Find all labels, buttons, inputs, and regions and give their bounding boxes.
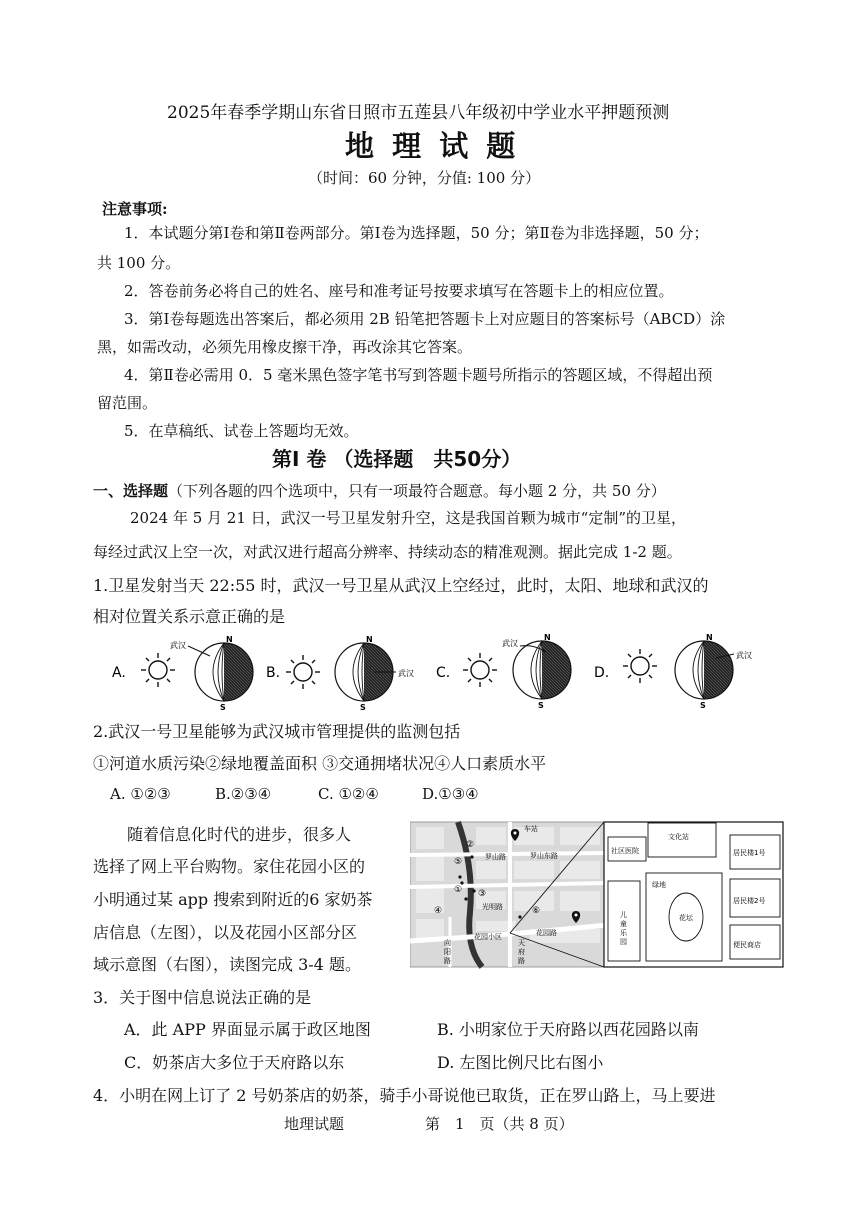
notice-heading: 注意事项: bbox=[102, 200, 168, 218]
svg-text:花园路: 花园路 bbox=[536, 929, 557, 937]
svg-text:文化站: 文化站 bbox=[668, 833, 689, 841]
question-1-line: 相对位置关系示意正确的是 bbox=[93, 607, 286, 626]
option-d-label: D. bbox=[594, 665, 610, 681]
passage-line: 随着信息化时代的进步，很多人 bbox=[127, 825, 352, 844]
footer-subject: 地理试题 bbox=[284, 1115, 345, 1133]
svg-text:儿: 儿 bbox=[620, 911, 627, 919]
question-2-option-b[interactable]: B.②③④ bbox=[215, 785, 272, 803]
shop-marker[interactable]: ③ bbox=[478, 889, 487, 899]
svg-text:阳: 阳 bbox=[444, 948, 451, 956]
svg-text:乐: 乐 bbox=[620, 929, 627, 937]
question-2-stem: 2.武汉一号卫星能够为武汉城市管理提供的监测包括 bbox=[93, 722, 461, 741]
option-c-diagram[interactable] bbox=[436, 633, 571, 710]
shop-marker[interactable]: ④ bbox=[434, 906, 443, 916]
option-a-label: A. bbox=[112, 665, 126, 681]
svg-text:童: 童 bbox=[620, 920, 627, 928]
shop-marker[interactable]: ② bbox=[466, 840, 475, 850]
svg-text:光明路: 光明路 bbox=[482, 903, 503, 911]
shop-marker[interactable]: ① bbox=[454, 885, 463, 895]
passage-line: 店信息（左图），以及花园小区部分区 bbox=[93, 923, 358, 942]
svg-text:花坛: 花坛 bbox=[679, 914, 693, 922]
svg-text:便民商店: 便民商店 bbox=[733, 941, 761, 949]
notice-line: 2．答卷前务必将自己的姓名、座号和准考证号按要求填写在答题卡上的相应位置。 bbox=[124, 282, 674, 300]
passage-line: 小明通过某 app 搜索到附近的6 家奶茶 bbox=[93, 890, 373, 909]
option-c-label: C. bbox=[436, 665, 451, 681]
wuhan-label: 武汉 bbox=[170, 641, 186, 650]
notice-line: 5．在草稿纸、试卷上答题均无效。 bbox=[124, 422, 359, 440]
question-3-stem: 3．关于图中信息说法正确的是 bbox=[93, 988, 312, 1007]
svg-text:S: S bbox=[220, 703, 226, 710]
sun-icon bbox=[623, 649, 657, 683]
svg-text:S: S bbox=[360, 703, 366, 710]
notice-line: 1．本试题分第Ⅰ卷和第Ⅱ卷两部分。第Ⅰ卷为选择题，50 分；第Ⅱ卷为非选择题，50 分； bbox=[124, 224, 709, 242]
passage-line: 2024 年 5 月 21 日，武汉一号卫星发射升空，这是我国首颗为城市“定制”的卫星， bbox=[130, 509, 686, 527]
sun-icon bbox=[463, 653, 497, 687]
earth-icon bbox=[675, 633, 733, 710]
shop-marker[interactable]: ⑤ bbox=[454, 857, 463, 867]
left-app-map bbox=[410, 822, 607, 967]
question-1-line: 1.卫星发射当天 22:55 时，武汉一号卫星从武汉上空经过，此时，太阳、地球和武汉的 bbox=[93, 576, 709, 595]
svg-text:向: 向 bbox=[444, 939, 451, 947]
part-note: （下列各题的四个选项中，只有一项最符合题意。每小题 2 分，共 50 分） bbox=[168, 482, 666, 500]
option-a-diagram[interactable] bbox=[112, 635, 253, 710]
community-map-figure bbox=[410, 817, 785, 970]
notice-line: 4．第Ⅱ卷必需用 0．5 毫米黑色签字笔书写到答题卡题号所指示的答题区域，不得超出预 bbox=[124, 366, 713, 384]
sun-icon bbox=[141, 653, 175, 687]
notice-line: 3．第Ⅰ卷每题选出答案后，都必须用 2B 铅笔把答题卡上对应题目的答案标号（ABCD）涂 bbox=[124, 310, 726, 328]
notice-line: 黑，如需改动，必须先用橡皮擦干净，再改涂其它答案。 bbox=[97, 338, 473, 356]
svg-text:路: 路 bbox=[518, 957, 525, 965]
question-3-option-c[interactable]: C．奶茶店大多位于天府路以东 bbox=[124, 1053, 345, 1072]
svg-text:府: 府 bbox=[518, 948, 525, 956]
svg-text:居民楼2号: 居民楼2号 bbox=[733, 897, 766, 905]
footer-page-number: 第 1 页（共 8 页） bbox=[425, 1115, 574, 1133]
part-heading: 一、选择题 bbox=[93, 482, 169, 500]
svg-text:绿地: 绿地 bbox=[652, 881, 666, 889]
question-3-option-b[interactable]: B. 小明家位于天府路以西花园路以南 bbox=[437, 1020, 699, 1039]
question-2-option-a[interactable]: A. ①②③ bbox=[110, 785, 171, 803]
svg-text:天: 天 bbox=[518, 939, 525, 947]
earth-icon bbox=[195, 635, 253, 710]
wuhan-label: 武汉 bbox=[736, 651, 752, 660]
svg-text:路: 路 bbox=[444, 957, 451, 965]
svg-text:N: N bbox=[366, 635, 373, 644]
svg-text:N: N bbox=[226, 635, 233, 644]
passage-line: 选择了网上平台购物。家住花园小区的 bbox=[93, 857, 366, 876]
option-d-diagram[interactable] bbox=[594, 633, 752, 710]
option-b-diagram[interactable] bbox=[266, 635, 414, 710]
earth-icon bbox=[513, 633, 571, 710]
question-3-option-a[interactable]: A．此 APP 界面显示属于政区地图 bbox=[124, 1020, 371, 1039]
right-community-map bbox=[604, 822, 783, 967]
svg-text:罗山路: 罗山路 bbox=[485, 853, 506, 861]
shop-marker[interactable]: ⑥ bbox=[532, 906, 541, 916]
section-title: 第Ⅰ 卷 （选择题 共50分） bbox=[272, 447, 522, 471]
wuhan-label: 武汉 bbox=[502, 639, 518, 648]
exam-title: 2025年春季学期山东省日照市五莲县八年级初中学业水平押题预测 bbox=[167, 103, 670, 123]
sun-icon bbox=[286, 655, 320, 689]
question-3-option-d[interactable]: D. 左图比例尺比右图小 bbox=[437, 1053, 604, 1072]
svg-text:N: N bbox=[544, 633, 551, 642]
question-2-option-d[interactable]: D.①③④ bbox=[422, 785, 479, 803]
svg-text:S: S bbox=[538, 701, 544, 710]
subject-title: 地 理 试 题 bbox=[345, 129, 520, 163]
passage-line: 域示意图（右图），读图完成 3-4 题。 bbox=[93, 955, 361, 974]
svg-text:社区医院: 社区医院 bbox=[611, 847, 639, 855]
svg-text:罗山东路: 罗山东路 bbox=[530, 852, 558, 860]
svg-text:园: 园 bbox=[620, 938, 627, 946]
svg-text:N: N bbox=[706, 633, 713, 642]
wuhan-label: 武汉 bbox=[398, 669, 414, 678]
notice-line: 留范围。 bbox=[97, 394, 158, 412]
station-label: 车站 bbox=[524, 825, 538, 833]
svg-text:花园小区: 花园小区 bbox=[474, 933, 502, 941]
notice-line: 共 100 分。 bbox=[97, 254, 181, 272]
question-2-option-c[interactable]: C. ①②④ bbox=[318, 785, 379, 803]
passage-line: 每经过武汉上空一次，对武汉进行超高分辨率、持续动态的精准观测。据此完成 1-2 题。 bbox=[93, 543, 682, 561]
svg-text:居民楼1号: 居民楼1号 bbox=[733, 849, 766, 857]
question-1-figure bbox=[100, 630, 780, 710]
option-b-label: B. bbox=[266, 665, 281, 681]
part-heading-line bbox=[93, 480, 666, 501]
svg-text:S: S bbox=[700, 701, 706, 710]
question-2-items: ①河道水质污染②绿地覆盖面积 ③交通拥堵状况④人口素质水平 bbox=[93, 754, 547, 773]
question-4-stem: 4．小明在网上订了 2 号奶茶店的奶茶，骑手小哥说他已取货，正在罗山路上，马上要进 bbox=[93, 1086, 716, 1105]
time-score: （时间：60 分钟，分值: 100 分） bbox=[308, 169, 541, 187]
